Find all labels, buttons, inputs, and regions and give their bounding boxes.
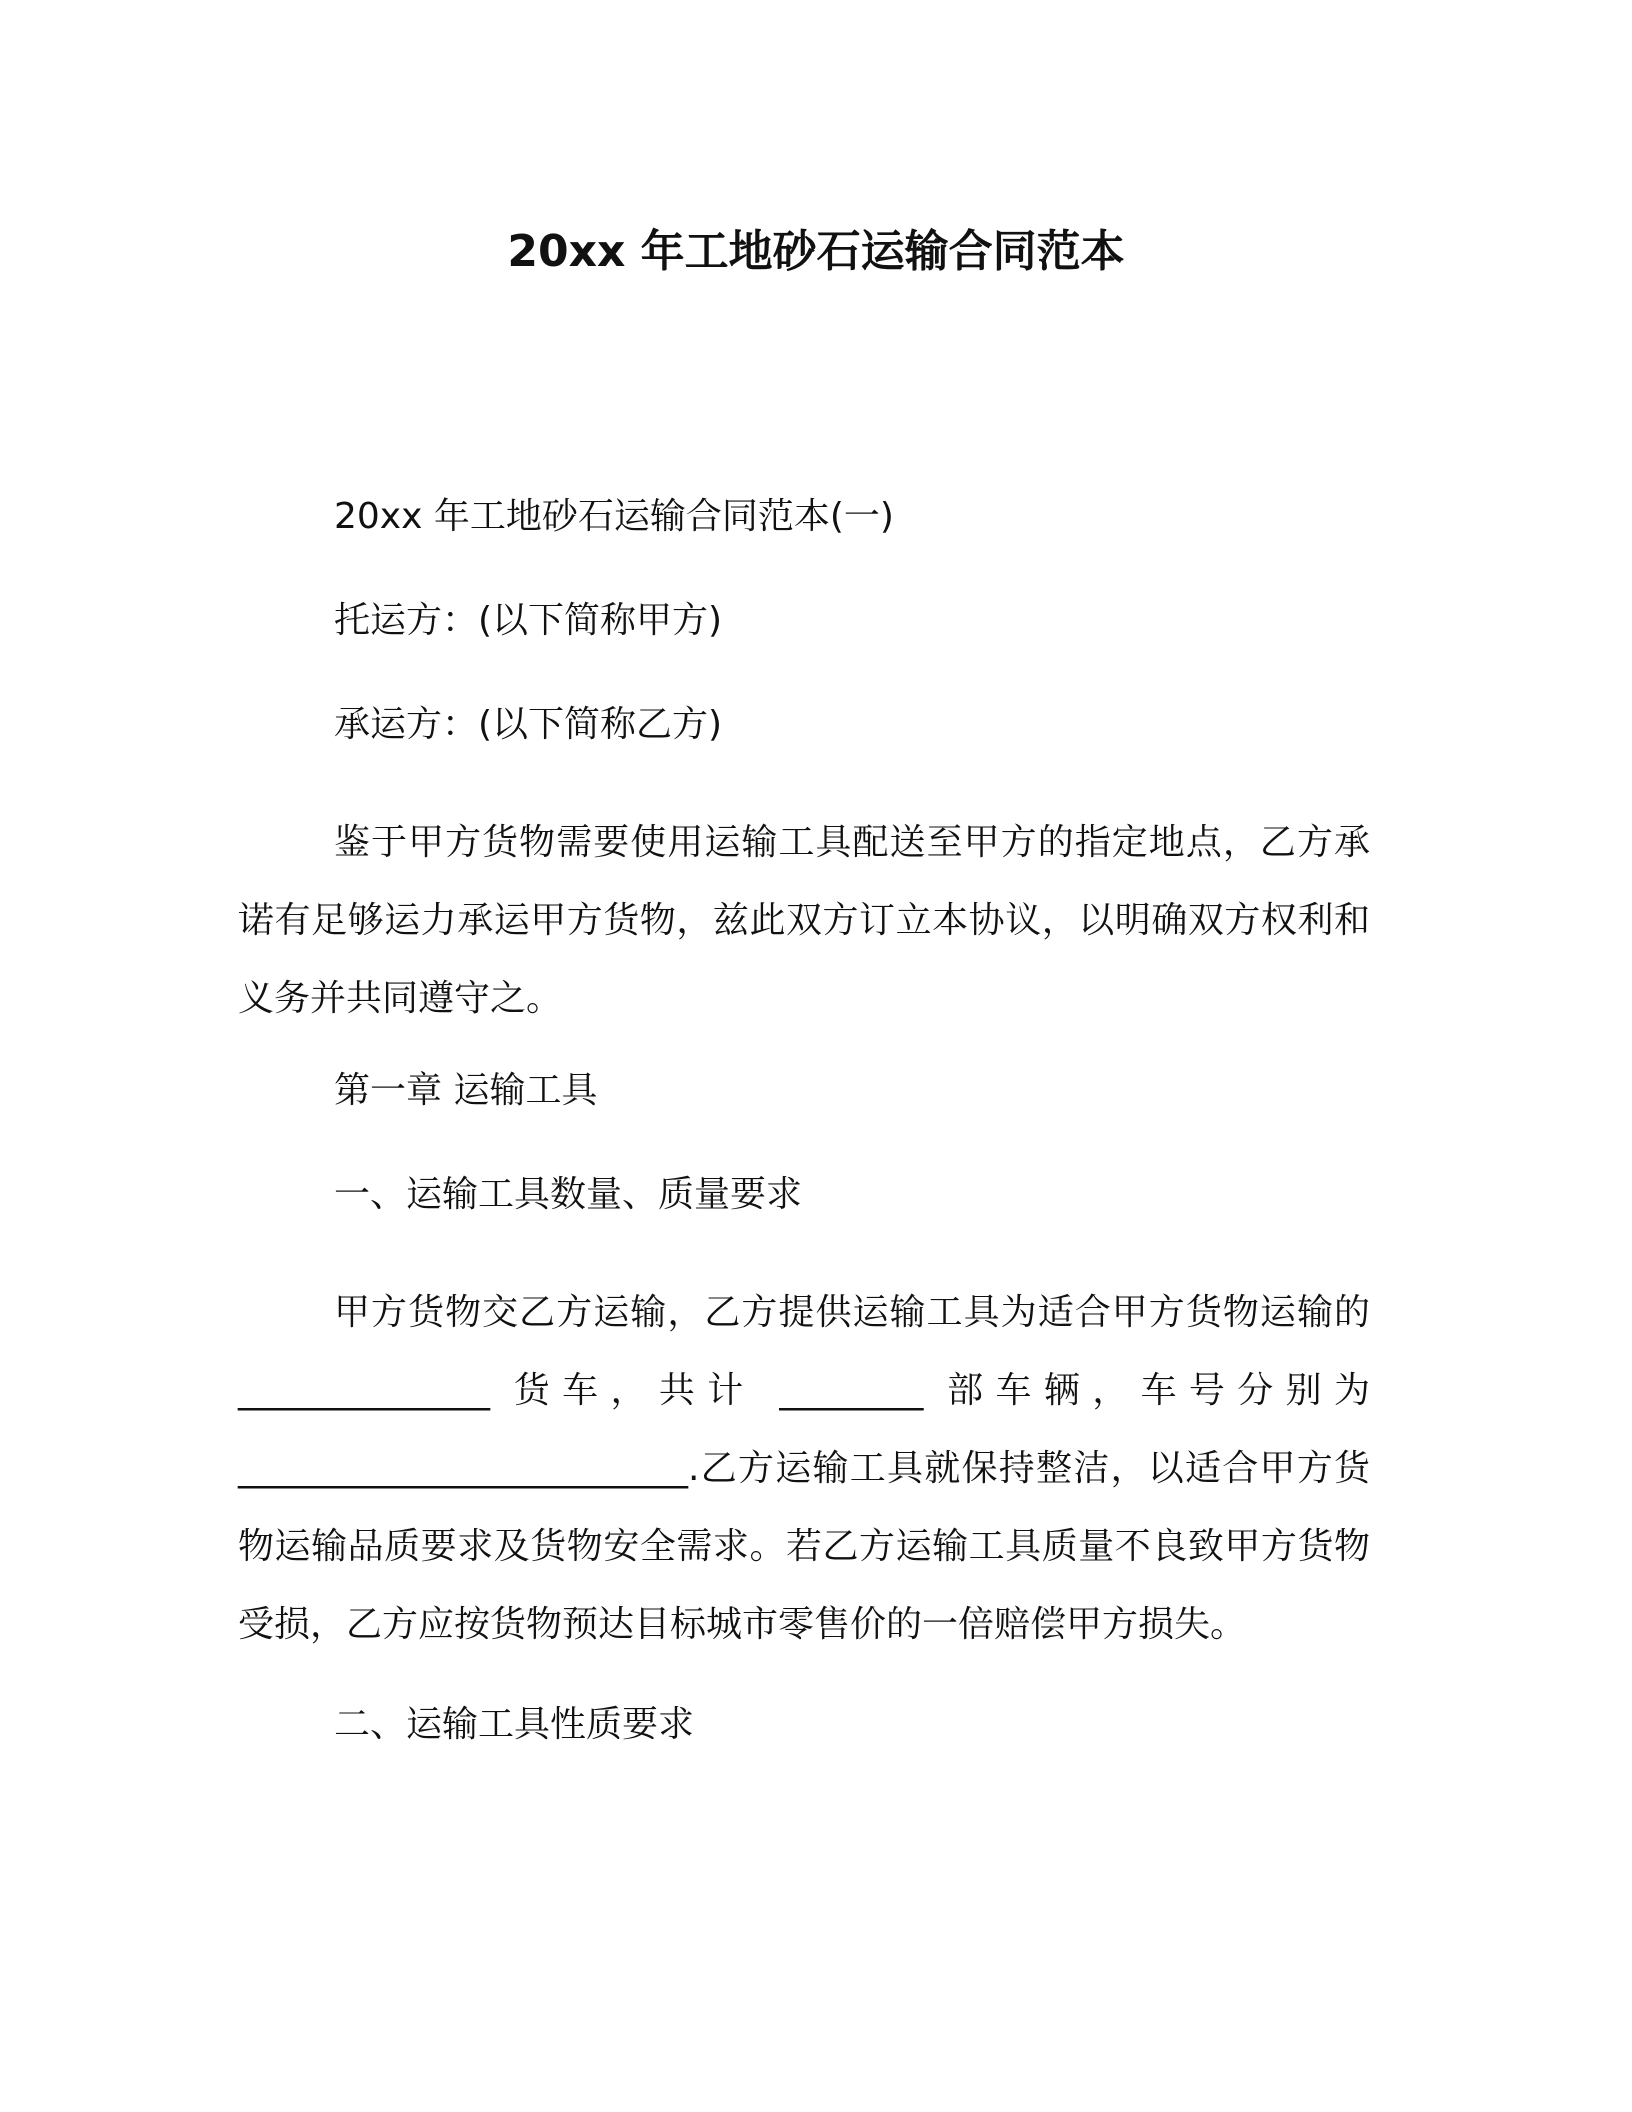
carrier-line: 承运方：(以下简称乙方) (334, 704, 723, 745)
shipper-line: 托运方：(以下简称甲方) (334, 600, 723, 641)
document-body (238, 492, 1370, 1750)
preamble-paragraph: 鉴于甲方货物需要使用运输工具配送至甲方的指定地点，乙方承诺有足够运力承运甲方货物，兹此双方订立本协议，以明确双方权利和义务并共同遵守之。 (238, 822, 1370, 1019)
chapter-heading: 第一章 运输工具 (334, 1070, 598, 1111)
section-one-paragraph: 甲方货物交乙方运输，乙方提供运输工具为适合甲方货物运输的______________ 货车，共计 ________ 部车辆，车号分别为_________________________.乙方运输工具就保持整洁，以适合甲方货物运输品质要求及货物安全需求。若乙方运输工具质量不良致甲方货物受损，乙方应按货物预达目标城市零售价的一倍赔偿甲方损失。 (238, 1292, 1370, 1645)
section-heading-two: 二、运输工具性质要求 (334, 1704, 695, 1745)
section-heading-one: 一、运输工具数量、质量要求 (334, 1174, 803, 1215)
document-title: 20xx 年工地砂石运输合同范本 (507, 226, 1125, 277)
contract-subtitle: 20xx 年工地砂石运输合同范本(一) (334, 496, 894, 537)
